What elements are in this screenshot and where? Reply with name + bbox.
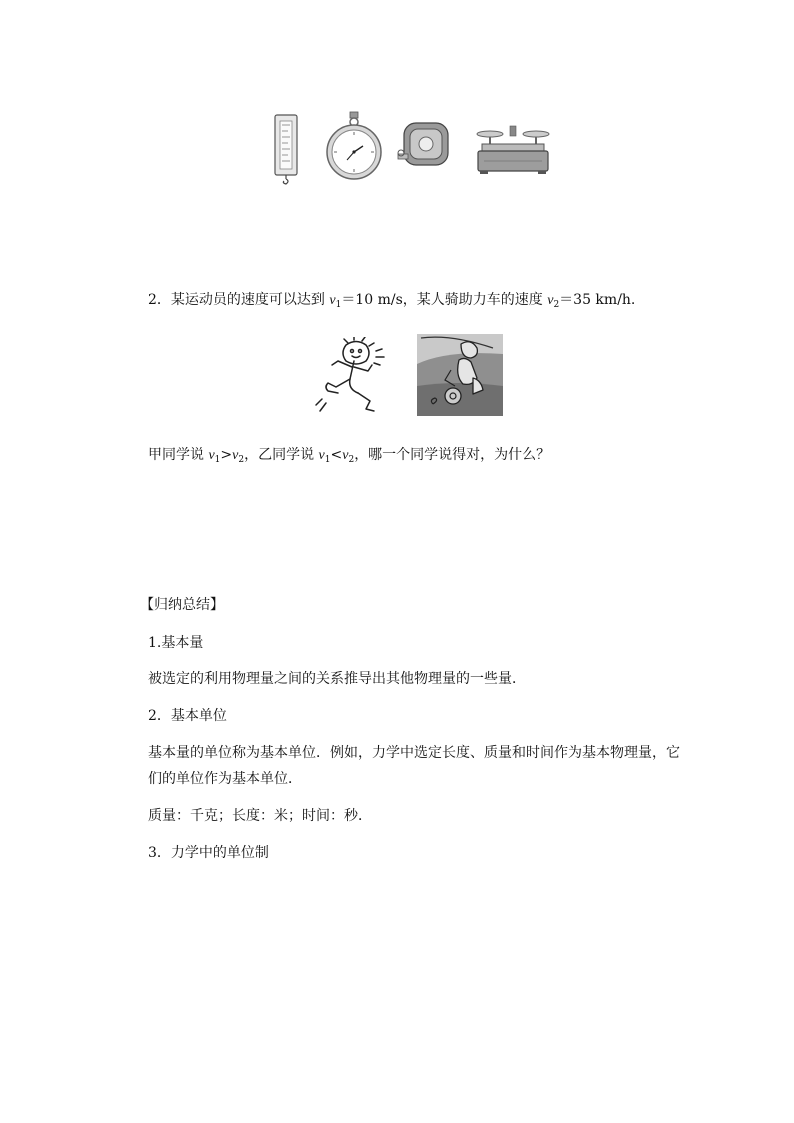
greater-than: >	[220, 447, 233, 463]
v2-symbol: v	[547, 293, 554, 308]
summary-item-3-title: 3．力学中的单位制	[148, 845, 269, 861]
question-2b-text	[148, 445, 550, 470]
v1-symbol: v	[329, 293, 336, 308]
spring-scale-image	[272, 113, 302, 185]
balance-scale-image	[474, 120, 552, 176]
v2-subscript: 2	[348, 455, 355, 465]
question-2-prefix: 2．某运动员的速度可以达到	[148, 292, 330, 308]
summary-item-2-units: 质量：千克；长度：米；时间：秒．	[148, 808, 372, 824]
tape-measure-image	[396, 120, 452, 170]
question-2-suffix: ＝35 km/h.	[559, 292, 636, 308]
question-2b-b: ，乙同学说	[244, 447, 319, 463]
v1-subscript: 1	[214, 455, 221, 465]
stopwatch-image	[325, 110, 383, 182]
summary-item-2-desc-line2: 们的单位作为基本单位．	[148, 771, 302, 787]
cyclist-cartoon-image	[417, 334, 503, 416]
v1-subscript: 1	[335, 300, 342, 310]
question-2b-a: 甲同学说	[148, 447, 209, 463]
question-2b-c: ，哪一个同学说得对，为什么？	[354, 447, 551, 463]
less-than: <	[330, 447, 343, 463]
v2-symbol: v	[342, 448, 349, 463]
v1-symbol: v	[208, 448, 215, 463]
question-2-mid: ＝10 m/s，某人骑助力车的速度	[341, 292, 548, 308]
summary-item-2-title: 2．基本单位	[148, 708, 227, 724]
summary-heading: 【归纳总结】	[140, 597, 224, 613]
v2-symbol: v	[232, 448, 239, 463]
v2-subscript: 2	[238, 455, 245, 465]
v1-subscript: 1	[324, 455, 331, 465]
summary-item-1-title: 1.基本量	[148, 635, 204, 651]
summary-item-1-desc: 被选定的利用物理量之间的关系推导出其他物理量的一些量．	[148, 671, 526, 687]
runner-cartoon-image	[314, 337, 396, 415]
v2-subscript: 2	[553, 300, 560, 310]
summary-item-2-desc-line1: 基本量的单位称为基本单位．例如，力学中选定长度、质量和时间作为基本物理量，它	[148, 745, 680, 761]
v1-symbol: v	[318, 448, 325, 463]
question-2-text	[148, 290, 635, 315]
